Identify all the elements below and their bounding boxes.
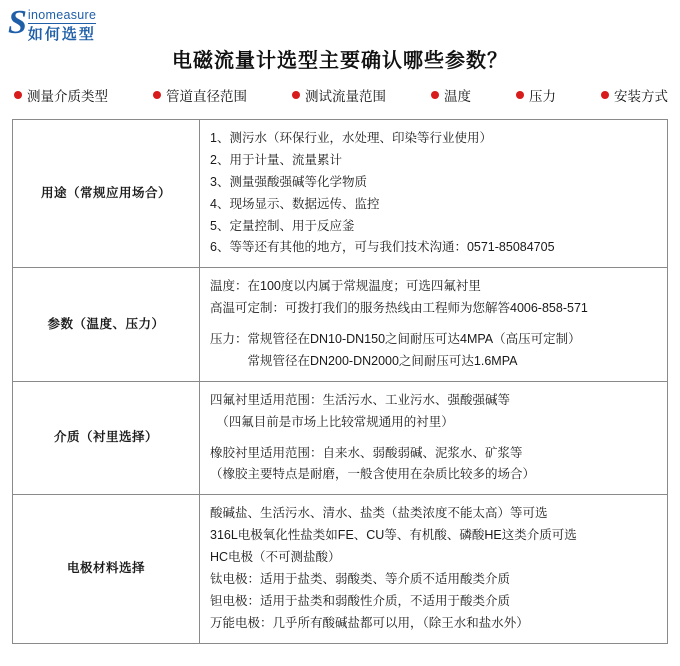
bullet-dot-icon — [516, 91, 524, 99]
row-line: 四氟衬里适用范围：生活污水、工业污水、强酸强碱等 — [210, 392, 511, 407]
bullet-label: 测试流量范围 — [305, 89, 386, 104]
row-line: HC电极（不可测盐酸） — [210, 550, 341, 564]
row-line: 3、测量强酸强碱等化学物质 — [210, 174, 367, 189]
bullet-dot-icon — [431, 91, 439, 99]
logo-text-group — [28, 8, 96, 43]
row-line: 温度：在100度以内属于常规温度；可选四氟衬里 — [210, 279, 481, 294]
table-row — [13, 120, 668, 268]
row-line: 压力：常规管径在DN10-DN150之间耐压可达4MPA（高压可定制） — [210, 332, 581, 346]
row-label: 参数（温度、压力） — [13, 268, 200, 382]
row-line: 钛电极：适用于盐类、弱酸类、等介质不适用酸类介质 — [210, 571, 511, 586]
page-title: 电磁流量计选型主要确认哪些参数？ — [172, 50, 508, 72]
row-body — [200, 495, 668, 643]
row-line: 万能电极：几乎所有酸碱盐都可以用，（除王水和盐水外） — [210, 615, 529, 630]
table-row — [13, 381, 668, 495]
row-spacer — [210, 320, 657, 329]
row-spacer — [210, 434, 657, 443]
row-label: 电极材料选择 — [13, 495, 200, 643]
row-line: 316L电极氧化性盐类如FE、CU等、有机酸、磷酸НЕ这类介质可选 — [210, 528, 577, 543]
row-line: （四氟目前是市场上比较常规通用的衬里） — [210, 414, 454, 429]
table-row — [13, 495, 668, 643]
bullet-item — [153, 85, 247, 105]
row-label: 介质（衬里选择） — [13, 381, 200, 495]
company-logo — [8, 4, 97, 43]
row-line: 钽电极：适用于盐类和弱酸性介质，不适用于酸类介质 — [210, 593, 511, 608]
row-line: 高温可定制：可拨打我们的服务热线由工程师为您解答4006-858-571 — [210, 301, 588, 316]
bullet-item — [14, 85, 108, 105]
row-line: 6、等等还有其他的地方，可与我们技术沟通：0571-85084705 — [210, 240, 555, 255]
bullet-dot-icon — [292, 91, 300, 99]
row-body — [200, 120, 668, 268]
bullet-item — [292, 85, 386, 105]
row-line: 4、现场显示、数据远传、监控 — [210, 196, 380, 211]
bullet-item — [601, 85, 668, 105]
row-line: 5、定量控制、用于反应釜 — [210, 218, 355, 233]
bullet-dot-icon — [14, 91, 22, 99]
row-body — [200, 381, 668, 495]
bullet-dot-icon — [153, 91, 161, 99]
row-line: 橡胶衬里适用范围：自来水、弱酸弱碱、泥浆水、矿浆等 — [210, 445, 523, 460]
bullet-label: 管道直径范围 — [166, 89, 247, 104]
spec-table — [12, 119, 668, 644]
bullet-label: 测量介质类型 — [27, 89, 108, 104]
bullet-dot-icon — [601, 91, 609, 99]
bullet-list — [0, 85, 680, 105]
logo-brand-en: inomeasure — [27, 8, 97, 22]
bullet-label: 温度 — [444, 89, 471, 104]
bullet-label: 压力 — [529, 89, 556, 104]
logo-area — [0, 0, 680, 43]
row-line: 酸碱盐、生活污水、清水、盐类（盐类浓度不能太高）等可选 — [210, 506, 548, 521]
bullet-item — [431, 85, 471, 105]
row-label: 用途（常规应用场合） — [13, 120, 200, 268]
logo-mark-icon: S — [8, 4, 27, 41]
row-line: 2、用于计量、流量累计 — [210, 152, 342, 167]
bullet-label: 安装方式 — [614, 89, 668, 104]
row-line: 1、测污水（环保行业，水处理、印染等行业使用） — [210, 131, 492, 145]
row-line: 常规管径在DN200-DN2000之间耐压可达1.6MPA — [210, 353, 518, 368]
row-line: （橡胶主要特点是耐磨，一般含使用在杂质比较多的场合） — [210, 467, 536, 482]
bullet-item — [516, 85, 556, 105]
row-body — [200, 268, 668, 382]
logo-brand-cn: 如何选型 — [27, 26, 96, 43]
table-row — [13, 268, 668, 382]
